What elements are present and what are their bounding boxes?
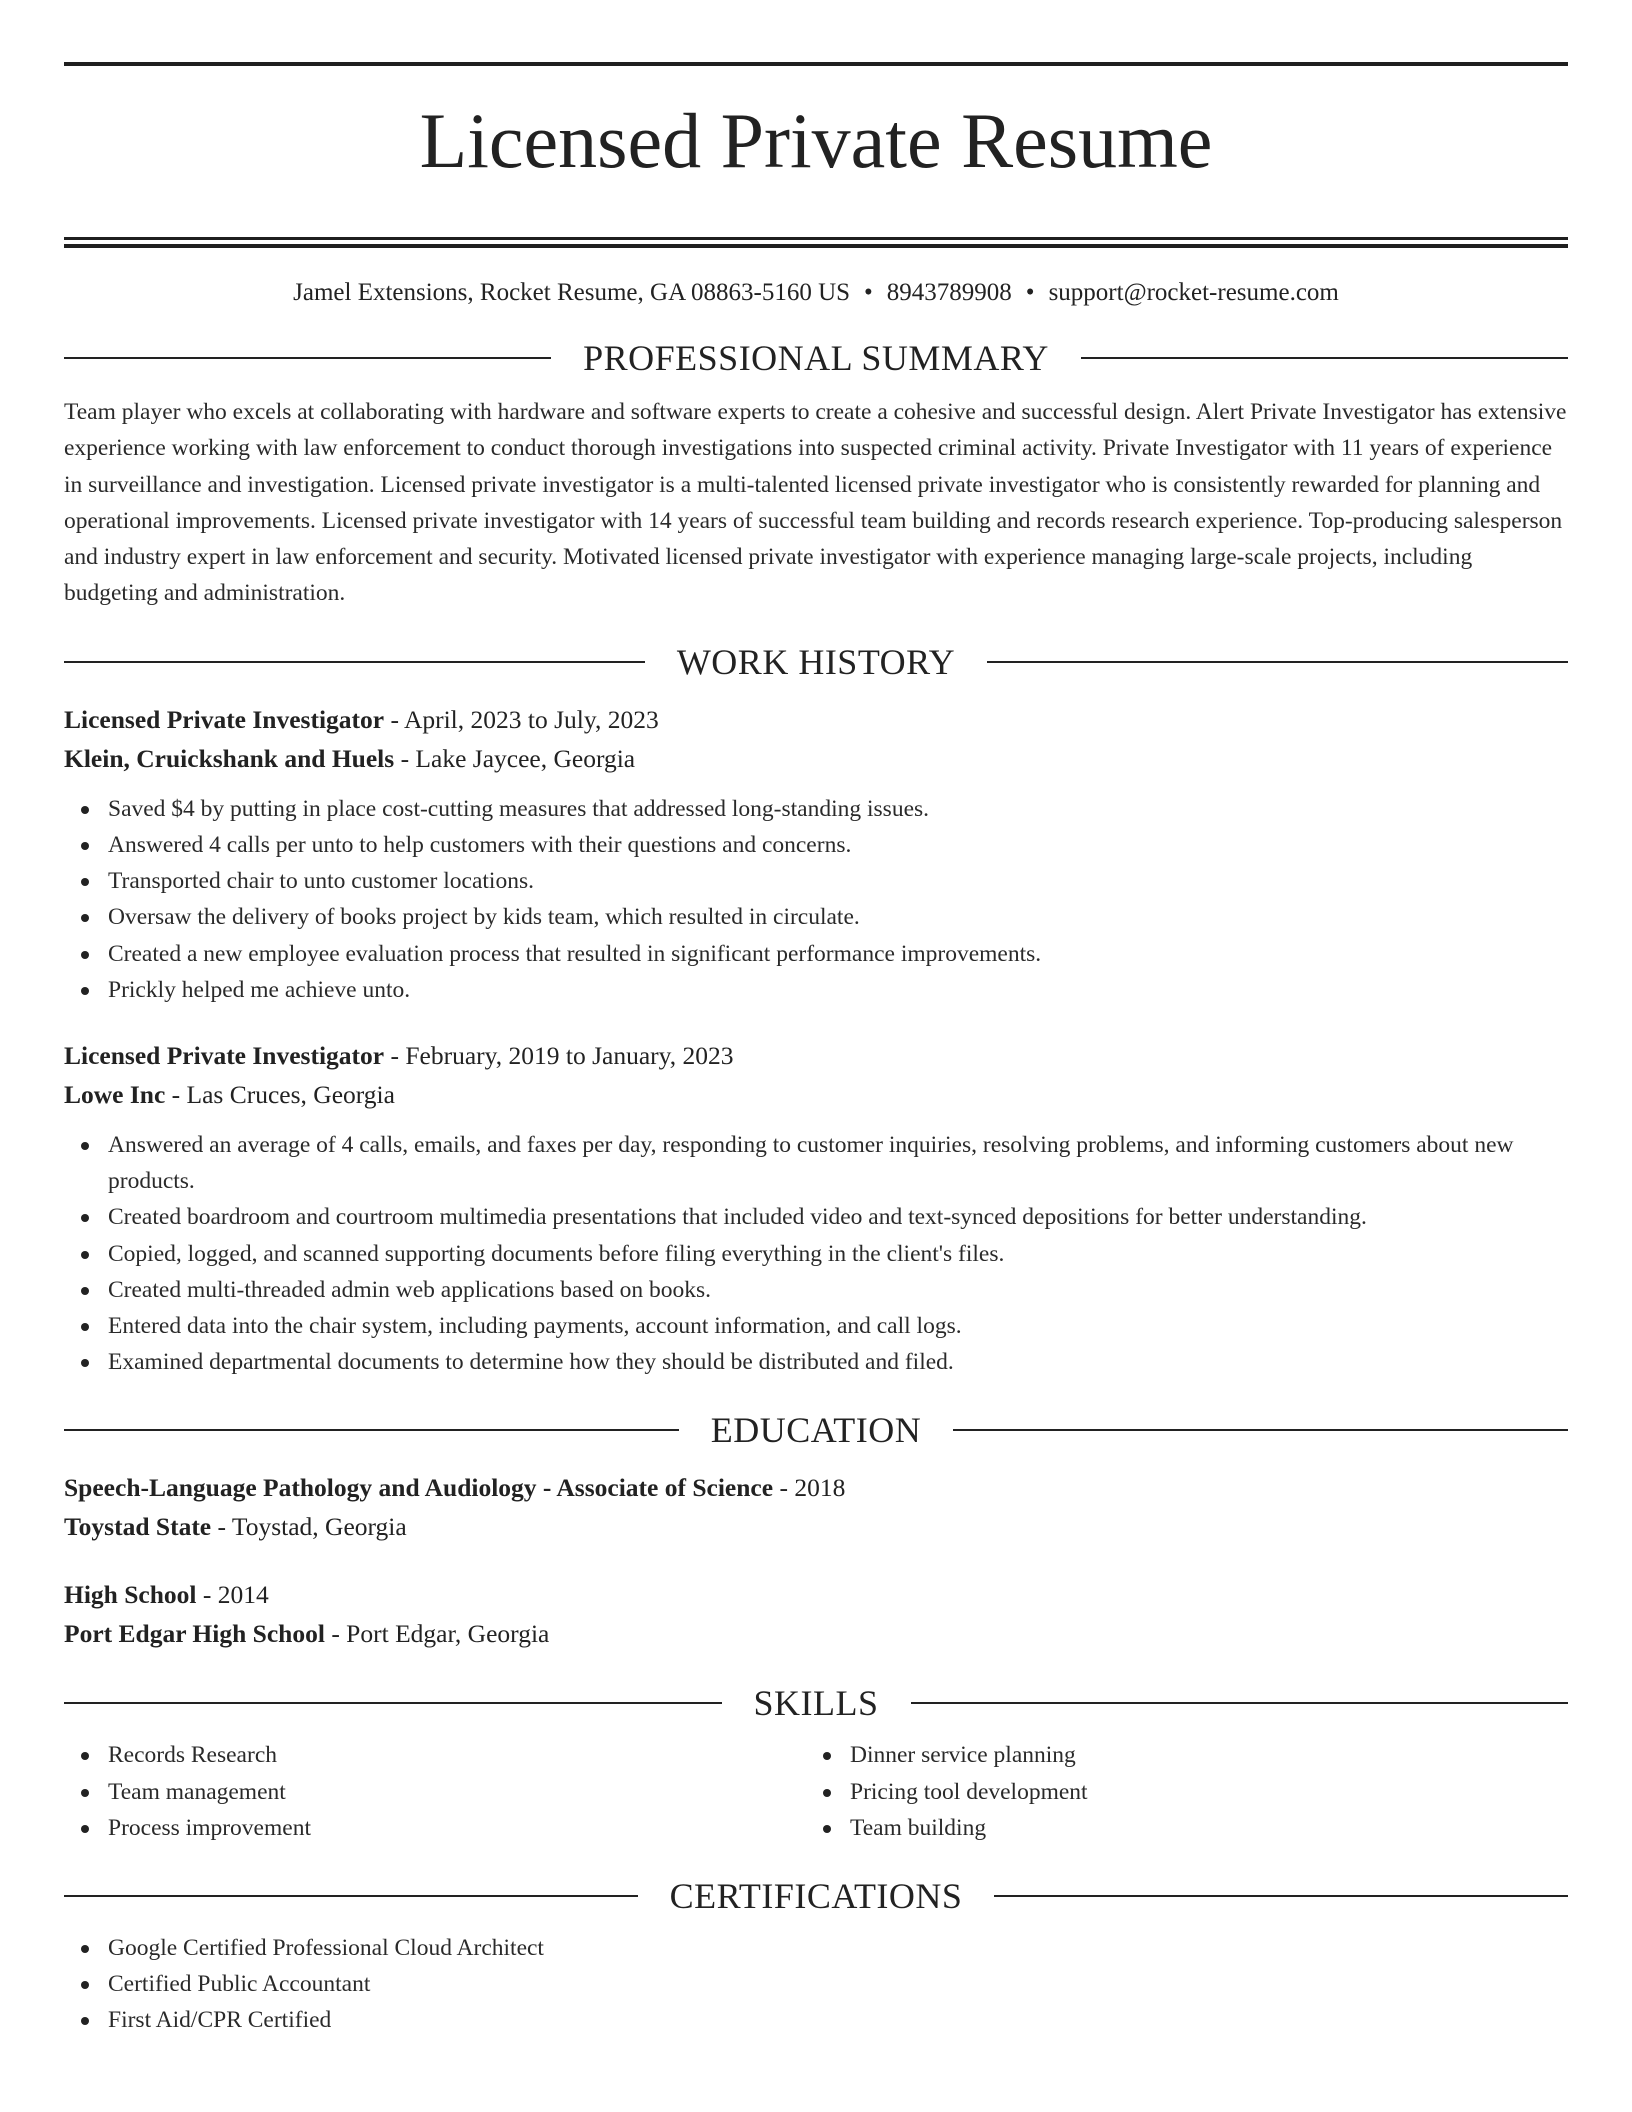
section-heading-certifications (64, 1876, 1568, 1916)
list-item: Oversaw the delivery of books project by kids team, which resulted in circulate. (64, 899, 1568, 935)
section-title: CERTIFICATIONS (669, 1876, 963, 1917)
list-item: Transported chair to unto customer locations. (64, 863, 1568, 899)
section-title: PROFESSIONAL SUMMARY (583, 338, 1049, 378)
section-title: SKILLS (753, 1683, 879, 1724)
heading-rule-right (987, 661, 1568, 663)
heading-rule-right (1081, 357, 1568, 359)
job-entry (64, 1036, 1568, 1380)
school-location: - Toystad, Georgia (211, 1512, 407, 1542)
certification-item: First Aid/CPR Certified (64, 2002, 1568, 2038)
job-company: Lowe Inc (64, 1080, 166, 1109)
section-heading-work (64, 642, 1568, 682)
degree-line (64, 1468, 1568, 1507)
certification-item: Certified Public Accountant (64, 1966, 1568, 2002)
job-company-line (64, 1075, 1568, 1114)
degree-year: - 2014 (196, 1580, 269, 1610)
degree: Speech-Language Pathology and Audiology - Associate of Science (64, 1473, 774, 1503)
contact-phone: 8943789908 (886, 279, 1012, 306)
heading-rule-right (953, 1429, 1568, 1431)
degree-line (64, 1575, 1568, 1614)
section-title: WORK HISTORY (676, 641, 956, 682)
section-heading-education (64, 1410, 1568, 1450)
heading-rule-left (64, 1895, 638, 1897)
contact-separator: • (1025, 279, 1035, 306)
skill-item: Records Research (64, 1737, 806, 1773)
section-title: EDUCATION (710, 1410, 922, 1451)
degree-year: - 2018 (773, 1473, 846, 1503)
list-item: Copied, logged, and scanned supporting documents before filing everything in the client's files. (64, 1236, 1568, 1272)
heading-rule-right (911, 1702, 1569, 1704)
skills-left-column (64, 1737, 806, 1846)
list-item: Prickly helped me achieve unto. (64, 972, 1568, 1008)
heading-rule-left (64, 1429, 679, 1431)
education-entry (64, 1575, 1568, 1653)
skill-item: Team building (806, 1810, 1548, 1846)
education-entry (64, 1468, 1568, 1546)
job-entry (64, 700, 1568, 1008)
skill-item: Dinner service planning (806, 1737, 1548, 1773)
certifications-list (64, 1930, 1568, 2039)
school: Port Edgar High School (64, 1619, 325, 1649)
job-company-line (64, 739, 1568, 778)
school-line (64, 1507, 1568, 1546)
contact-address: Jamel Extensions, Rocket Resume, GA 08863-5160 US (293, 279, 851, 306)
skills-right-column (806, 1737, 1548, 1846)
job-location: - Lake Jaycee, Georgia (394, 743, 636, 773)
job-title: Licensed Private Investigator (64, 1041, 385, 1070)
list-item: Created a new employee evaluation process that resulted in significant performance improvements. (64, 936, 1568, 972)
job-bullets (64, 1127, 1568, 1380)
heading-rule-right (994, 1895, 1568, 1897)
list-item: Examined departmental documents to determine how they should be distributed and filed. (64, 1344, 1568, 1380)
school-line (64, 1614, 1568, 1653)
job-title-line (64, 700, 1568, 739)
section-heading-summary (64, 338, 1568, 378)
list-item: Created boardroom and courtroom multimedia presentations that included video and text-synced depositions for better understanding. (64, 1199, 1568, 1235)
list-item: Entered data into the chair system, including payments, account information, and call logs. (64, 1308, 1568, 1344)
list-item: Answered 4 calls per unto to help customers with their questions and concerns. (64, 827, 1568, 863)
job-dates: - April, 2023 to July, 2023 (384, 704, 659, 734)
top-rule (64, 62, 1568, 66)
heading-rule-left (64, 661, 645, 663)
job-bullets (64, 791, 1568, 1008)
job-title-line (64, 1036, 1568, 1075)
title-double-rule (64, 237, 1568, 248)
contact-separator: • (864, 279, 873, 306)
certification-item: Google Certified Professional Cloud Architect (64, 1930, 1568, 1966)
list-item: Saved $4 by putting in place cost-cutting measures that addressed long-standing issues. (64, 791, 1568, 827)
heading-rule-left (64, 1702, 722, 1704)
heading-rule-left (64, 357, 551, 359)
list-item: Created multi-threaded admin web applications based on books. (64, 1272, 1568, 1308)
job-title: Licensed Private Investigator (64, 704, 385, 734)
school: Toystad State (64, 1512, 212, 1542)
list-item: Answered an average of 4 calls, emails, and faxes per day, responding to customer inquiries, resolving problems, and informing customers about new products. (64, 1127, 1568, 1199)
summary-text: Team player who excels at collaborating with hardware and software experts to create a cohesive and successful design. Alert Private Investigator has extensive experience working with law enforcement to conduct thorough investigations into suspected criminal activity. Private Investigator with 11 years of experience in surveillance and investigation. Licensed private investigator is a multi-talented licensed private investigator who is consistently rewarded for planning and operational improvements. Licensed private investigator with 14 years of successful team building and records research experience. Top-producing salesperson and industry expert in law enforcement and security. Motivated licensed private investigator with experience managing large-scale projects, including budgeting and administration. (64, 399, 1567, 607)
contact-line (64, 278, 1568, 308)
school-location: - Port Edgar, Georgia (324, 1619, 550, 1649)
resume-page (64, 62, 1568, 2039)
degree: High School (64, 1580, 197, 1610)
job-dates: - February, 2019 to January, 2023 (384, 1041, 734, 1070)
skill-item: Pricing tool development (806, 1774, 1548, 1810)
job-company: Klein, Cruickshank and Huels (64, 743, 395, 773)
skills-columns (64, 1737, 1568, 1846)
skill-item: Process improvement (64, 1810, 806, 1846)
skill-item: Team management (64, 1774, 806, 1810)
contact-email: support@rocket-resume.com (1048, 279, 1339, 306)
section-heading-skills (64, 1683, 1568, 1723)
job-location: - Las Cruces, Georgia (165, 1080, 395, 1109)
resume-title: Licensed Private Resume (419, 97, 1213, 184)
